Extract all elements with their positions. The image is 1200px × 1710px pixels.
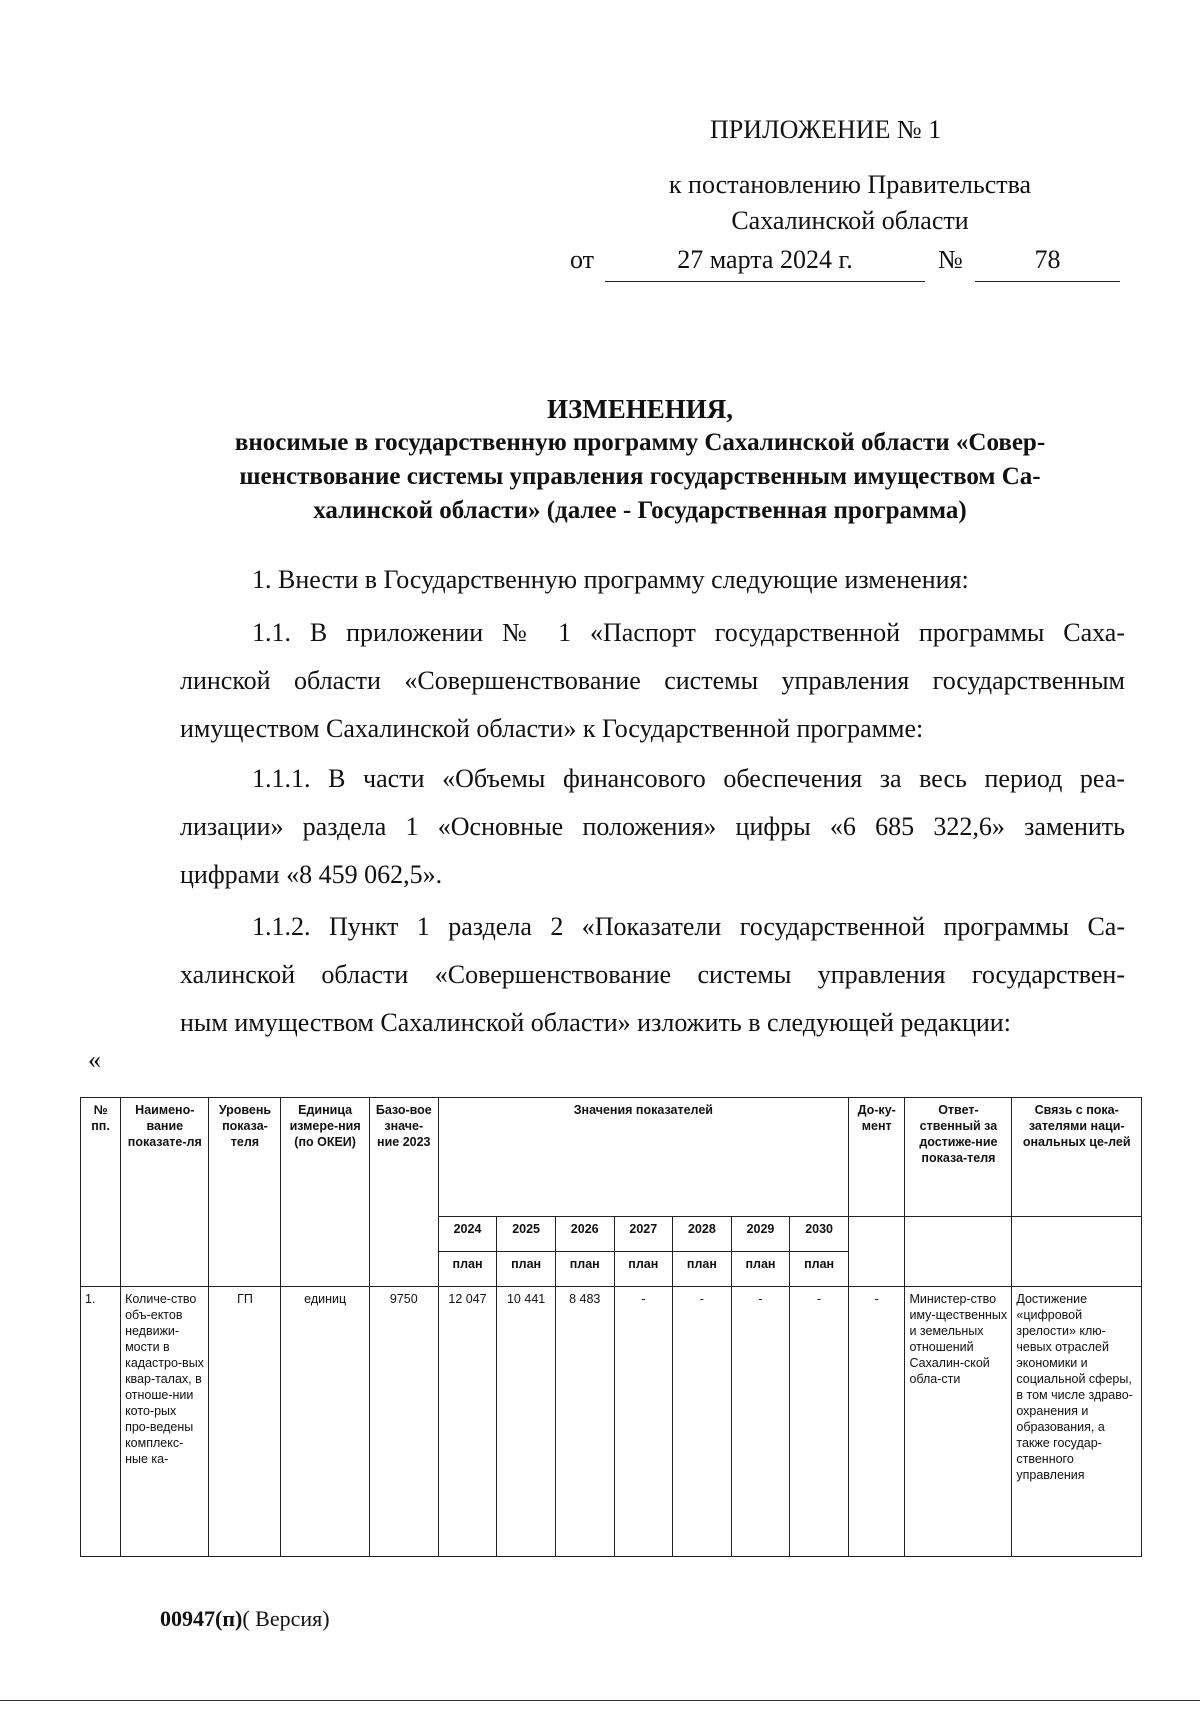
header-doc-blank: [848, 1217, 905, 1287]
appendix-line-1: к постановлению Правительства: [668, 170, 1032, 199]
heading-line-1: вносимые в государственную программу Сахалинской области «Совер-: [234, 429, 1046, 456]
row-name: Количе-ство объ-ектов недвижи-мости в кадастро-вых квар-талах, в отноше-нии кото-рых про-ведены комплекс-ные ка-: [121, 1287, 209, 1557]
year-2029: 2029: [731, 1217, 790, 1252]
table-row: [81, 1287, 1142, 1557]
row-num: 1.: [81, 1287, 121, 1557]
paragraph-1-1-1-line-2: лизации» раздела 1 «Основные положения» цифры «6 685 322,6» заменить: [180, 812, 1125, 841]
from-label: от: [570, 245, 595, 274]
plan-label: план: [555, 1252, 614, 1287]
number-label: №: [938, 245, 963, 274]
header-responsible-blank: [905, 1217, 1012, 1287]
row-unit: единиц: [281, 1287, 369, 1557]
paragraph-1-1-line-3: имуществом Сахалинской области» к Государственной программе:: [180, 714, 924, 743]
appendix-title: ПРИЛОЖЕНИЕ № 1: [710, 115, 942, 144]
header-responsible: Ответ-ственный за достиже-ние показа-теля: [905, 1098, 1012, 1217]
year-2027: 2027: [614, 1217, 673, 1252]
header-base: Базо-вое значе-ние 2023: [369, 1098, 438, 1287]
paragraph-1-1-1-line-3: цифрами «8 459 062,5».: [180, 860, 443, 889]
document-code: 00947(п): [160, 1606, 243, 1631]
row-value-2026: 8 483: [555, 1287, 614, 1557]
header-level: Уровень показа-теля: [209, 1098, 281, 1287]
document-version: ( Версия): [242, 1606, 330, 1631]
resolution-number: 78: [975, 245, 1120, 282]
plan-label: план: [438, 1252, 497, 1287]
document-footer: [160, 1606, 330, 1632]
paragraph-1-1-line-2: линской области «Совершенствование системы управления государственным: [180, 666, 1125, 695]
row-value-2030: -: [790, 1287, 849, 1557]
header-link: Связь с пока-зателями наци-ональных це-лей: [1012, 1098, 1142, 1217]
paragraph-1-1-1: [180, 755, 1125, 899]
header-link-blank: [1012, 1217, 1142, 1287]
year-2030: 2030: [790, 1217, 849, 1252]
paragraph-1-1: [180, 609, 1125, 753]
row-value-2025: 10 441: [497, 1287, 556, 1557]
heading-line-2: шенствование системы управления государственным имуществом Са-: [239, 463, 1041, 490]
paragraph-1-1-2-line-2: халинской области «Совершенствование системы управления государствен-: [180, 960, 1125, 989]
appendix-line-2: Сахалинской области: [731, 206, 969, 235]
appendix-date-row: [570, 245, 1125, 285]
row-doc: -: [848, 1287, 905, 1557]
heading-line-3: халинской области» (далее - Государственная программа): [313, 497, 967, 524]
plan-label: план: [731, 1252, 790, 1287]
year-2028: 2028: [673, 1217, 732, 1252]
paragraph-1-1-2-line-1: 1.1.2. Пункт 1 раздела 2 «Показатели государственной программы Са-: [252, 912, 1125, 941]
row-base: 9750: [369, 1287, 438, 1557]
header-num: № пп.: [81, 1098, 121, 1287]
row-link: Достижение «цифровой зрелости» клю-чевых отраслей экономики и социальной сферы, в том числе здраво-охранения и образования, а также государ-ственного управления: [1012, 1287, 1142, 1557]
row-value-2024: 12 047: [438, 1287, 497, 1557]
plan-label: план: [790, 1252, 849, 1287]
plan-label: план: [673, 1252, 732, 1287]
bottom-rule: [0, 1700, 1200, 1701]
resolution-date: 27 марта 2024 г.: [605, 245, 925, 282]
header-name: Наимено-вание показате-ля: [121, 1098, 209, 1287]
paragraph-1-1-2: [180, 903, 1125, 1047]
header-values: Значения показателей: [438, 1098, 848, 1217]
row-level: ГП: [209, 1287, 281, 1557]
indicators-table: [80, 1097, 1142, 1557]
header-unit: Единица измере-ния (по ОКЕИ): [281, 1098, 369, 1287]
opening-quote: «: [88, 1045, 101, 1074]
paragraph-1: [180, 556, 1125, 604]
header-doc: До-ку-мент: [848, 1098, 905, 1217]
year-2026: 2026: [555, 1217, 614, 1252]
plan-label: план: [614, 1252, 673, 1287]
heading-title: ИЗМЕНЕНИЯ,: [546, 394, 733, 424]
paragraph-1-1-line-1: 1.1. В приложении № 1 «Паспорт государственной программы Саха-: [252, 618, 1125, 647]
paragraph-1-text: 1. Внести в Государственную программу следующие изменения:: [252, 565, 969, 594]
row-responsible: Министер-ство иму-щественных и земельных отношений Сахалин-ской обла-сти: [905, 1287, 1012, 1557]
row-value-2027: -: [614, 1287, 673, 1557]
row-value-2028: -: [673, 1287, 732, 1557]
document-heading: [180, 392, 1100, 528]
paragraph-1-1-2-line-3: ным имуществом Сахалинской области» изложить в следующей редакции:: [180, 1008, 1011, 1037]
year-2024: 2024: [438, 1217, 497, 1252]
row-value-2029: -: [731, 1287, 790, 1557]
year-2025: 2025: [497, 1217, 556, 1252]
plan-label: план: [497, 1252, 556, 1287]
paragraph-1-1-1-line-1: 1.1.1. В части «Объемы финансового обеспечения за весь период реа-: [252, 764, 1125, 793]
table-header-row: [81, 1098, 1142, 1217]
